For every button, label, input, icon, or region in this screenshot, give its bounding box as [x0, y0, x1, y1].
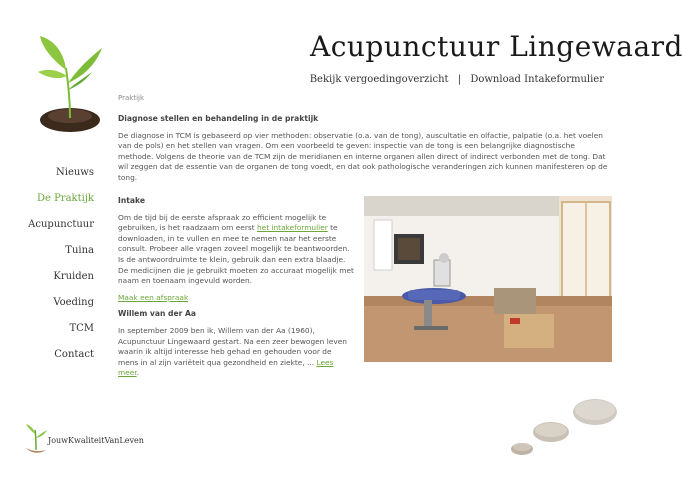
nav-item-contact[interactable]: Contact — [54, 349, 94, 360]
left-column — [118, 196, 354, 385]
site-title: Acupunctuur Lingewaard — [310, 30, 683, 63]
about-paragraph — [118, 326, 354, 379]
pebbles-decoration — [505, 388, 620, 458]
breadcrumb: Praktijk — [118, 94, 145, 102]
intake-paragraph — [118, 213, 354, 287]
treatment-room-photo — [364, 196, 612, 362]
intake-text-before: Om de tijd bij de eerste afspraak zo efficient mogelijk te gebruiken, is het raadzaam om eerst — [118, 212, 327, 233]
nav-item-nieuws[interactable]: Nieuws — [56, 167, 94, 178]
about-end: . — [136, 368, 140, 378]
download-intake-link[interactable]: Download Intakeformulier — [470, 74, 604, 85]
top-links — [310, 74, 604, 85]
about-heading: Willem van der Aa — [118, 309, 196, 319]
nav-item-tuina[interactable]: Tuina — [65, 245, 94, 256]
nav-item-tcm[interactable]: TCM — [69, 323, 94, 334]
link-separator: | — [457, 74, 462, 85]
footer-plant-icon — [22, 424, 48, 456]
intake-heading: Intake — [118, 196, 145, 205]
make-appointment-link[interactable]: Maak een afspraak — [118, 292, 189, 302]
about-text: In september 2009 ben ik, Willem van der Aa (1960), Acupunctuur Lingewaard gestart. Na een zeer bewogen leven waarin ik altijd interesse heb gehad en gehouden voor de mens in al zijn variëteit qua gezondheid en ziekte, ... — [118, 325, 347, 367]
footer-brand-text: JouwKwaliteitVanLeven — [48, 436, 144, 445]
appointment-paragraph — [118, 293, 354, 304]
intro-paragraph: De diagnose in TCM is gebaseerd op vier methoden: observatie (o.a. van de tong), auscultatie en olfactie, palpatie (o.a. het voelen van de pols) en het stellen van vragen. Om een voorbeeld te geven: inspectie van de tong is een belangrijke diagnostische methode. Volgens de theorie van de TCM zijn de meridianen en interne organen allen direct of indirect verbonden met de tong. Dat wil zeggen dat de essentie van de organen de tong voedt, en dat ook pathologische veranderingen zich kunnen manifesteren op de tong. — [118, 130, 608, 182]
page-heading: Diagnose stellen en behandeling in de praktijk — [118, 114, 319, 123]
nav-item-kruiden[interactable]: Kruiden — [53, 271, 94, 282]
main-content — [118, 114, 612, 192]
main-nav — [20, 164, 94, 372]
nav-item-voeding[interactable]: Voeding — [53, 297, 94, 308]
logo-plant-icon — [30, 28, 110, 134]
reimbursement-overview-link[interactable]: Bekijk vergoedingoverzicht — [309, 74, 449, 85]
intake-text-after: te downloaden, in te vullen en mee te nemen naar het eerste consult. Probeer alle vragen zoveel mogelijk te beantwoorden. Is de antwoordruimte te klein, gebruik dan een extra blaadje. De medicijnen die je gebruikt moeten zo accuraat mogelijk met naam en toenaam ingevuld worden. — [118, 223, 354, 286]
nav-item-de-praktijk[interactable]: De Praktijk — [36, 193, 94, 204]
footer-brand-logo — [22, 424, 142, 456]
nav-item-acupunctuur[interactable]: Acupunctuur — [28, 219, 94, 230]
read-more-link[interactable]: Lees meer — [118, 357, 334, 378]
intake-form-link[interactable]: het intakeformulier — [256, 223, 328, 233]
